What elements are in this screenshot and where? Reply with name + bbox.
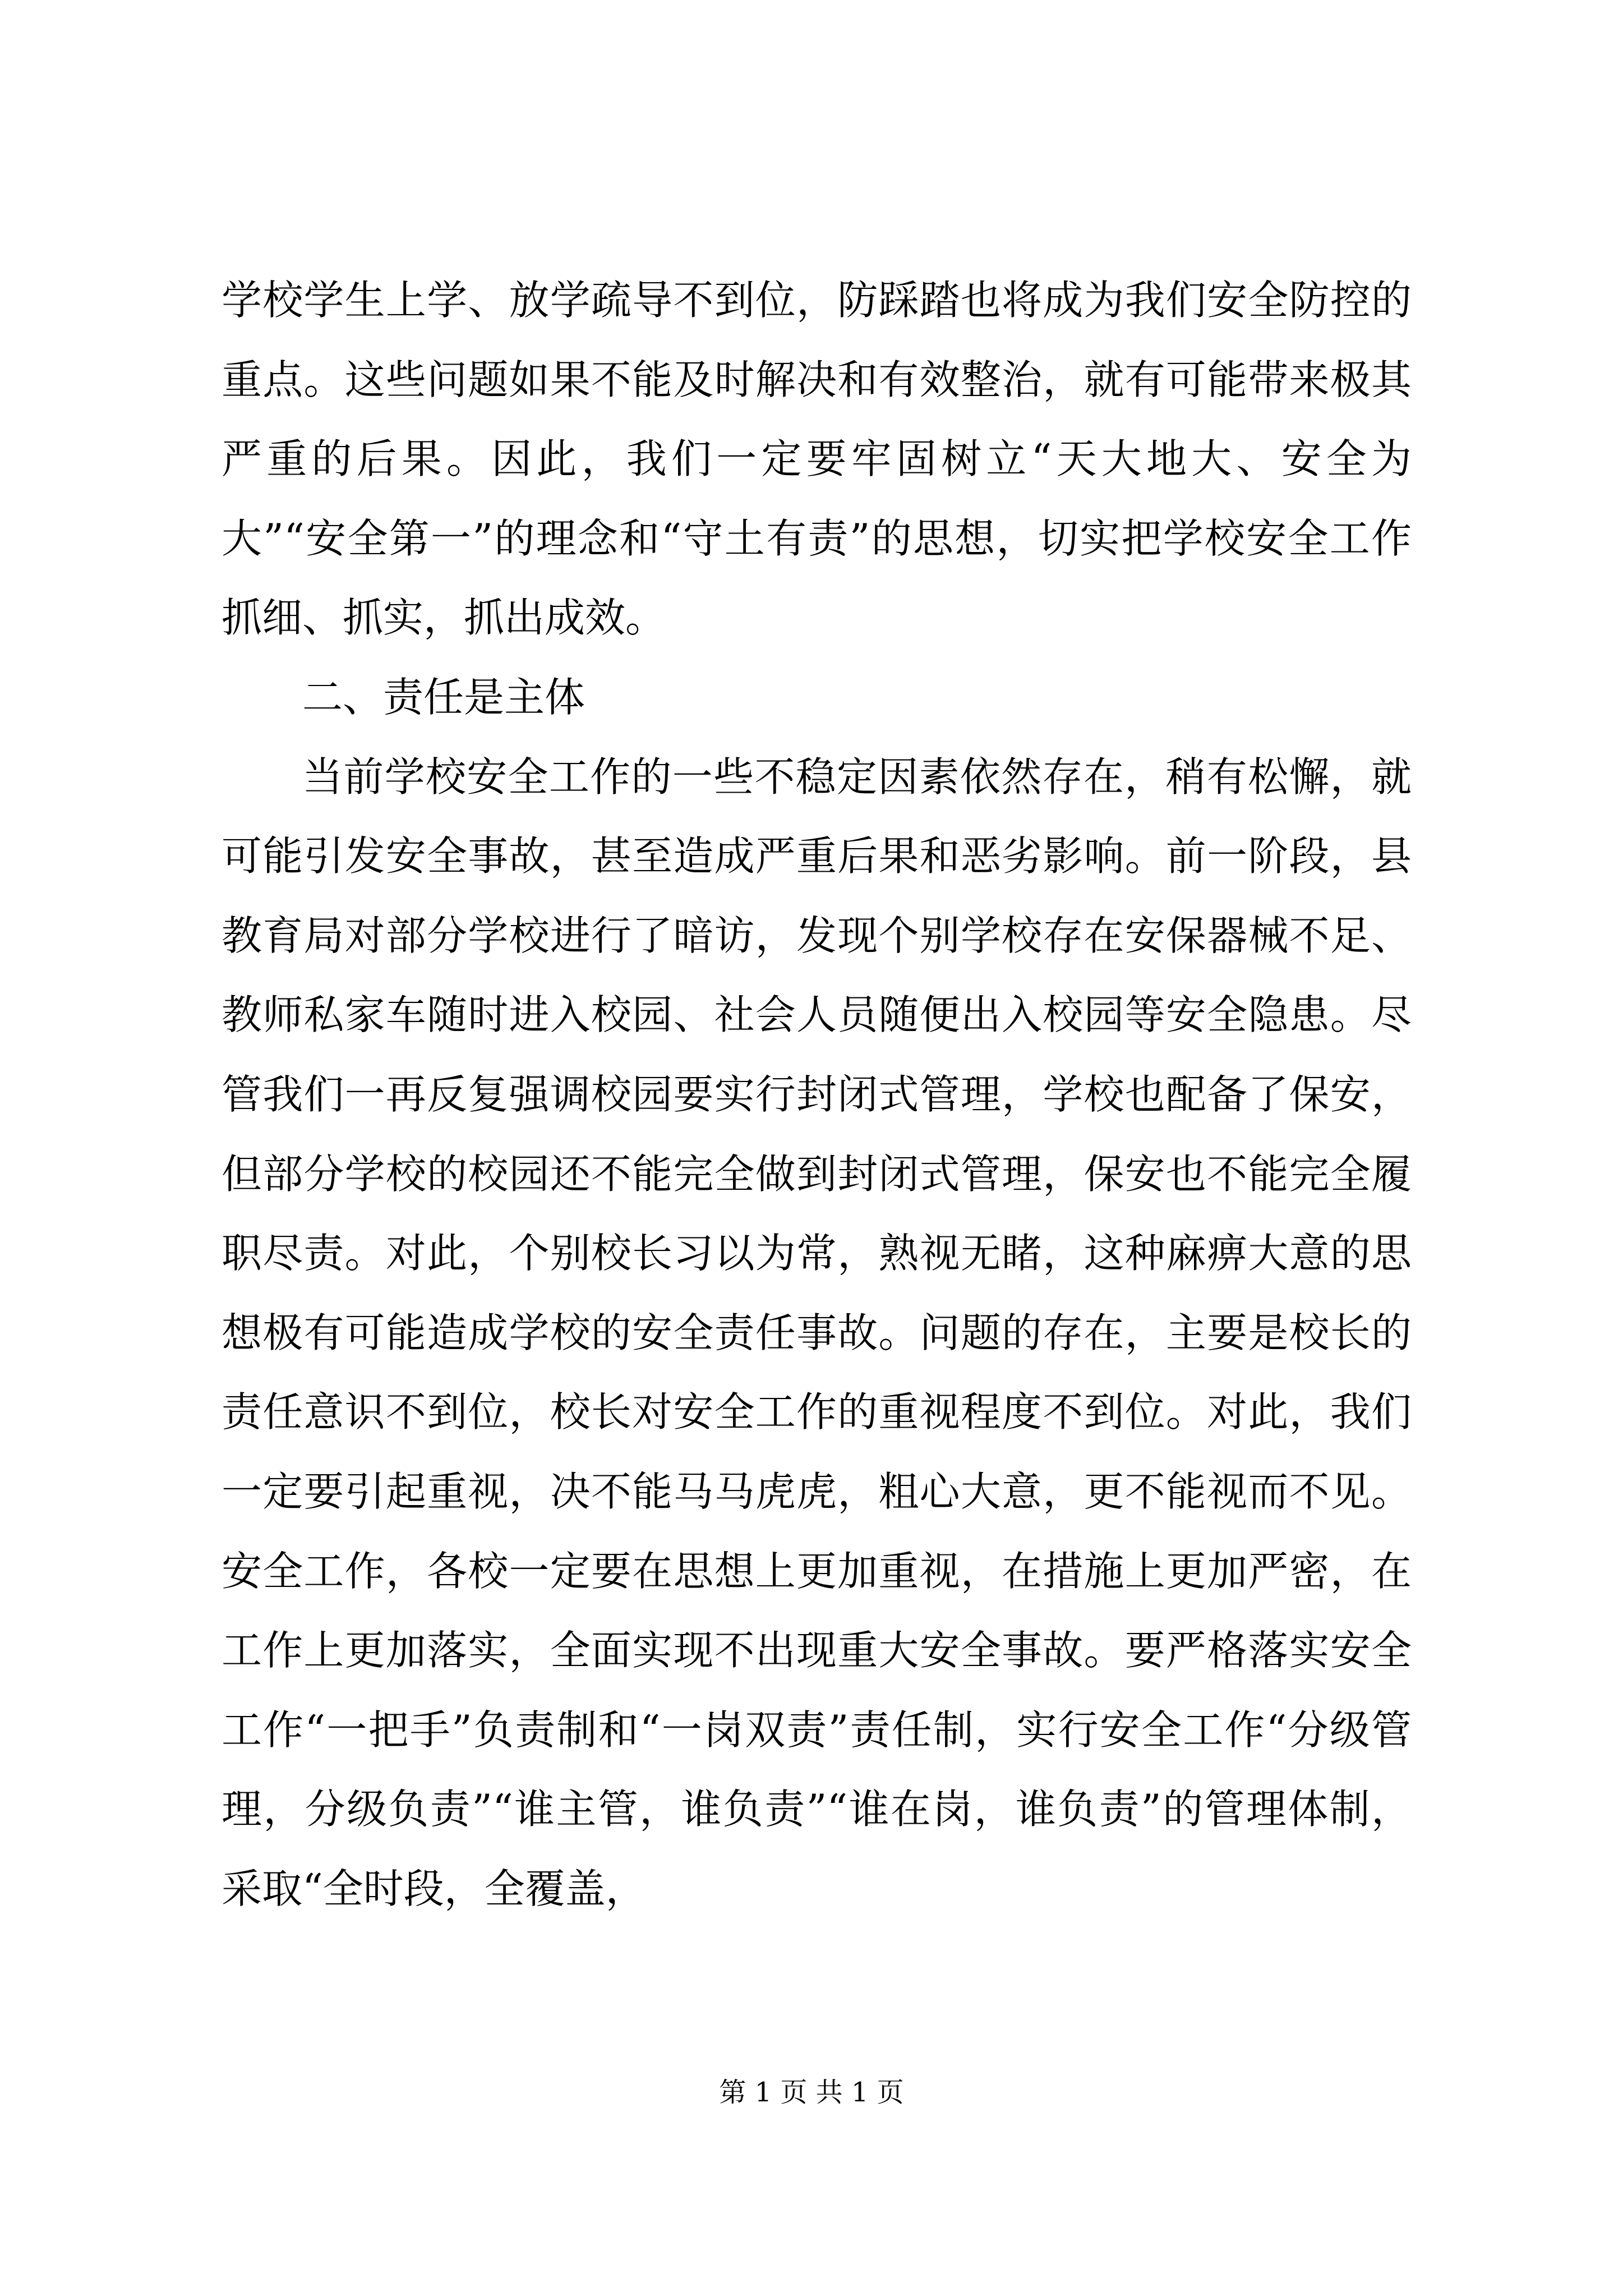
paragraph-continuation: 学校学生上学、放学疏导不到位，防踩踏也将成为我们安全防控的重点。这些问题如果不能及时解决和有效整治，就有可能带来极其严重的后果。因此，我们一定要牢固树立“天大地大、安全为大”“安全第一”的理念和“守土有责”的思想，切实把学校安全工作抓细、抓实，抓出成效。 xyxy=(222,277,1412,642)
document-body xyxy=(222,261,1412,1929)
paragraph-body: 当前学校安全工作的一些不稳定因素依然存在，稍有松懈，就可能引发安全事故，甚至造成严重后果和恶劣影响。前一阶段，县教育局对部分学校进行了暗访，发现个别学校存在安保器械不足、教师私家车随时进入校园、社会人员随便出入校园等安全隐患。尽管我们一再反复强调校园要实行封闭式管理，学校也配备了保安，但部分学校的校园还不能完全做到封闭式管理，保安也不能完全履职尽责。对此，个别校长习以为常，熟视无睹，这种麻痹大意的思想极有可能造成学校的安全责任事故。问题的存在，主要是校长的责任意识不到位，校长对安全工作的重视程度不到位。对此，我们一定要引起重视，决不能马马虎虎，粗心大意，更不能视而不见。安全工作，各校一定要在思想上更加重视，在措施上更加严密，在工作上更加落实，全面实现不出现重大安全事故。要严格落实安全工作“一把手”负责制和“一岗双责”责任制，实行安全工作“分级管理，分级负责”“谁主管，谁负责”“谁在岗，谁负责”的管理体制，采取“全时段，全覆盖， xyxy=(222,753,1412,1912)
page-footer: 第 1 页 共 1 页 xyxy=(719,2077,904,2108)
section-heading: 二、责任是主体 xyxy=(302,673,585,721)
